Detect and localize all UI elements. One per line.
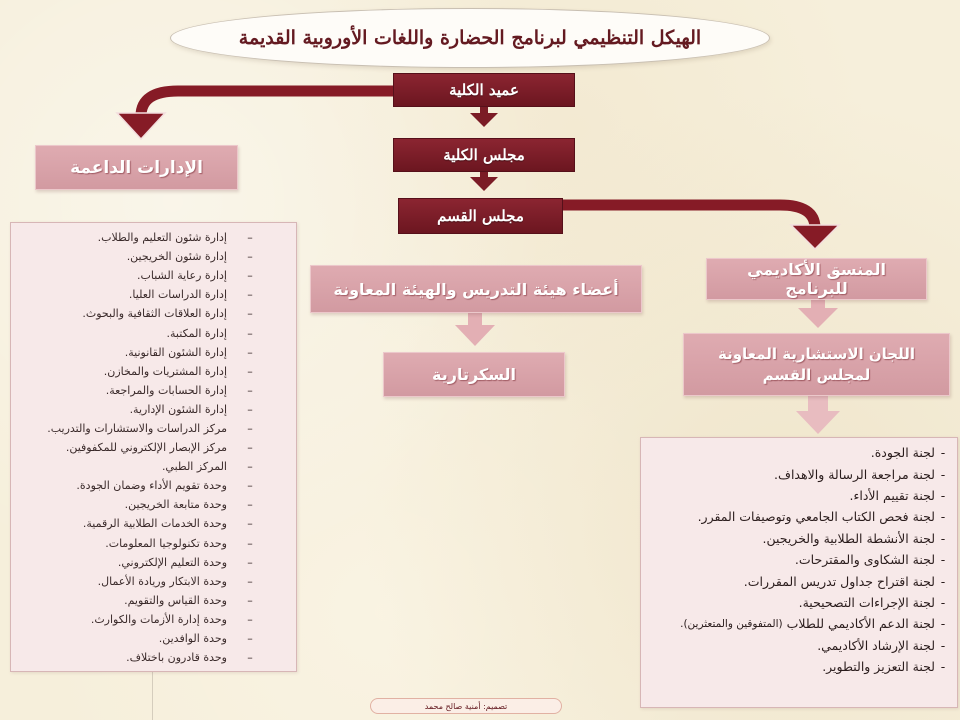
- arrowhead-committees: [798, 308, 838, 328]
- list-bullet: –: [247, 326, 253, 340]
- arrowhead-department-council: [470, 177, 498, 191]
- list-bullet: –: [247, 632, 253, 646]
- committee-label: لجنة اقتراح جداول تدريس المقررات.: [743, 573, 935, 589]
- committee-label: لجنة الأنشطة الطلابية والخريجين.: [762, 530, 935, 546]
- support-unit-label: إدارة الحسابات والمراجعة.: [105, 383, 227, 397]
- support-unit-item: [11, 476, 296, 495]
- node-faculty-council: [393, 138, 575, 172]
- support-unit-item: [11, 228, 296, 247]
- committee-item: [641, 549, 957, 570]
- support-unit-label: وحدة الابتكار وريادة الأعمال.: [97, 574, 227, 588]
- committee-label: لجنة الدعم الأكاديمي للطلاب: [786, 616, 935, 632]
- designer-credit: [370, 698, 562, 714]
- support-unit-label: إدارة العلاقات الثقافية والبحوث.: [82, 307, 227, 321]
- committee-item: [641, 463, 957, 484]
- support-unit-item: [11, 400, 296, 419]
- committee-label: لجنة التعزيز والتطوير.: [822, 659, 935, 675]
- support-unit-label: وحدة القياس والتقويم.: [124, 593, 227, 607]
- list-bullet: –: [247, 441, 253, 455]
- support-unit-item: [11, 514, 296, 533]
- node-support-departments-label: الإدارات الداعمة: [70, 157, 203, 178]
- arrowhead-support: [117, 113, 165, 139]
- list-bullet: –: [247, 269, 253, 283]
- support-unit-label: مركز الإبصار الإلكتروني للمكفوفين.: [65, 441, 227, 455]
- committee-label: لجنة تقييم الأداء.: [849, 487, 935, 503]
- list-bullet: -: [940, 552, 946, 568]
- title-banner: [170, 8, 770, 68]
- committee-label: لجنة الإرشاد الأكاديمي.: [817, 637, 935, 653]
- support-unit-label: المركز الطبي.: [161, 460, 227, 474]
- support-unit-label: وحدة إدارة الأزمات والكوارث.: [90, 612, 227, 626]
- arrowhead-faculty-council: [470, 113, 498, 127]
- list-bullet: -: [940, 659, 946, 675]
- arrowhead-coordinator: [791, 225, 839, 249]
- connector-department-to-coordinator: [556, 205, 815, 228]
- committee-item: [641, 635, 957, 656]
- support-unit-label: إدارة شئون التعليم والطلاب.: [97, 231, 227, 245]
- support-unit-item: [11, 419, 296, 438]
- list-bullet: –: [247, 574, 253, 588]
- list-bullet: -: [940, 637, 946, 653]
- node-secretariat-label: السكرتارية: [432, 365, 516, 384]
- support-unit-label: إدارة المشتريات والمخازن.: [103, 364, 227, 378]
- support-units-list: [10, 222, 297, 672]
- node-faculty-members: [310, 265, 642, 313]
- support-unit-label: وحدة قادرون باختلاف.: [126, 651, 227, 665]
- support-unit-item: [11, 362, 296, 381]
- connector-dean-to-support: [141, 91, 400, 116]
- support-unit-label: وحدة متابعة الخريجين.: [124, 498, 227, 512]
- support-unit-item: [11, 495, 296, 514]
- support-unit-label: وحدة تكنولوجيا المعلومات.: [105, 536, 227, 550]
- node-faculty-members-label: أعضاء هيئة التدريس والهيئة المعاونة: [333, 279, 619, 299]
- support-unit-label: إدارة الدراسات العليا.: [128, 288, 227, 302]
- committee-item: [641, 485, 957, 506]
- support-unit-item: [11, 266, 296, 285]
- support-unit-item: [11, 323, 296, 342]
- support-unit-item: [11, 610, 296, 629]
- list-bullet: –: [247, 536, 253, 550]
- committee-label: لجنة الجودة.: [870, 445, 935, 461]
- connector-committees-to-list: [808, 396, 828, 412]
- list-bullet: -: [940, 445, 946, 461]
- list-bullet: –: [247, 612, 253, 626]
- support-unit-item: [11, 572, 296, 591]
- arrowhead-secretariat: [455, 325, 495, 346]
- list-bullet: –: [247, 402, 253, 416]
- list-bullet: –: [247, 307, 253, 321]
- list-bullet: –: [247, 288, 253, 302]
- support-unit-item: [11, 381, 296, 400]
- node-faculty-council-label: مجلس الكلية: [443, 146, 525, 164]
- arrowhead-committee-list: [796, 411, 840, 434]
- committee-label: لجنة الإجراءات التصحيحية.: [798, 594, 935, 610]
- list-bullet: –: [247, 231, 253, 245]
- support-unit-label: وحدة الوافدين.: [158, 632, 227, 646]
- list-bullet: -: [940, 616, 946, 632]
- committee-label-note: (المتفوقين والمتعثرين).: [680, 617, 783, 630]
- list-bullet: –: [247, 250, 253, 264]
- committee-item: [641, 442, 957, 463]
- committee-label: لجنة فحص الكتاب الجامعي وتوصيفات المقرر.: [697, 509, 935, 525]
- node-department-council-label: مجلس القسم: [437, 207, 524, 225]
- list-bullet: –: [247, 421, 253, 435]
- committee-item: [641, 528, 957, 549]
- support-unit-item: [11, 247, 296, 266]
- support-unit-item: [11, 534, 296, 553]
- support-unit-item: [11, 457, 296, 476]
- node-dean: [393, 73, 575, 107]
- node-academic-coordinator-label: المنسق الأكاديمي للبرنامج: [747, 260, 886, 298]
- list-bullet: –: [247, 555, 253, 569]
- support-unit-item: [11, 285, 296, 304]
- committee-item: [641, 570, 957, 591]
- support-unit-label: إدارة المكتبة.: [166, 326, 227, 340]
- support-unit-item: [11, 553, 296, 572]
- node-advisory-committees: [683, 333, 950, 396]
- node-secretariat: [383, 352, 565, 397]
- support-unit-label: وحدة التعليم الإلكتروني.: [117, 555, 227, 569]
- list-bullet: –: [247, 345, 253, 359]
- node-advisory-committees-label: اللجان الاستشارية المعاونة لمجلس القسم: [717, 345, 915, 384]
- committee-label: لجنة مراجعة الرسالة والاهداف.: [774, 466, 935, 482]
- support-unit-label: إدارة الشئون القانونية.: [124, 345, 227, 359]
- list-bullet: –: [247, 479, 253, 493]
- support-unit-label: إدارة رعاية الشباب.: [136, 269, 227, 283]
- node-support-departments: [35, 145, 238, 190]
- list-bullet: -: [940, 509, 946, 525]
- node-dean-label: عميد الكلية: [449, 81, 519, 99]
- list-bullet: –: [247, 383, 253, 397]
- support-unit-label: إدارة شئون الخريجين.: [126, 250, 227, 264]
- decorative-line: [152, 672, 153, 720]
- support-unit-item: [11, 591, 296, 610]
- list-bullet: –: [247, 498, 253, 512]
- list-bullet: -: [940, 466, 946, 482]
- support-unit-label: إدارة الشئون الإدارية.: [129, 402, 227, 416]
- support-unit-item: [11, 304, 296, 323]
- committee-label: لجنة الشكاوى والمقترحات.: [794, 552, 935, 568]
- support-unit-label: وحدة تقويم الأداء وضمان الجودة.: [76, 479, 227, 493]
- node-academic-coordinator: [706, 258, 927, 300]
- support-unit-item: [11, 648, 296, 667]
- list-bullet: –: [247, 460, 253, 474]
- support-unit-item: [11, 438, 296, 457]
- list-bullet: –: [247, 651, 253, 665]
- support-unit-item: [11, 629, 296, 648]
- list-bullet: -: [940, 487, 946, 503]
- designer-credit-text: تصميم: أمنية صالح محمد: [424, 701, 508, 711]
- node-department-council: [398, 198, 563, 234]
- list-bullet: –: [247, 364, 253, 378]
- support-unit-item: [11, 343, 296, 362]
- list-bullet: -: [940, 530, 946, 546]
- list-bullet: –: [247, 593, 253, 607]
- support-unit-label: وحدة الخدمات الطلابية الرقمية.: [82, 517, 227, 531]
- committees-list: [640, 437, 958, 708]
- committee-item: [641, 506, 957, 527]
- list-bullet: –: [247, 517, 253, 531]
- page-title: الهيكل التنظيمي لبرنامج الحضارة واللغات الأوروبية القديمة: [238, 27, 702, 49]
- committee-item: [641, 656, 957, 677]
- list-bullet: -: [940, 594, 946, 610]
- committee-item: [641, 613, 957, 634]
- list-bullet: -: [940, 573, 946, 589]
- committee-item: [641, 592, 957, 613]
- support-unit-label: مركز الدراسات والاستشارات والتدريب.: [47, 421, 227, 435]
